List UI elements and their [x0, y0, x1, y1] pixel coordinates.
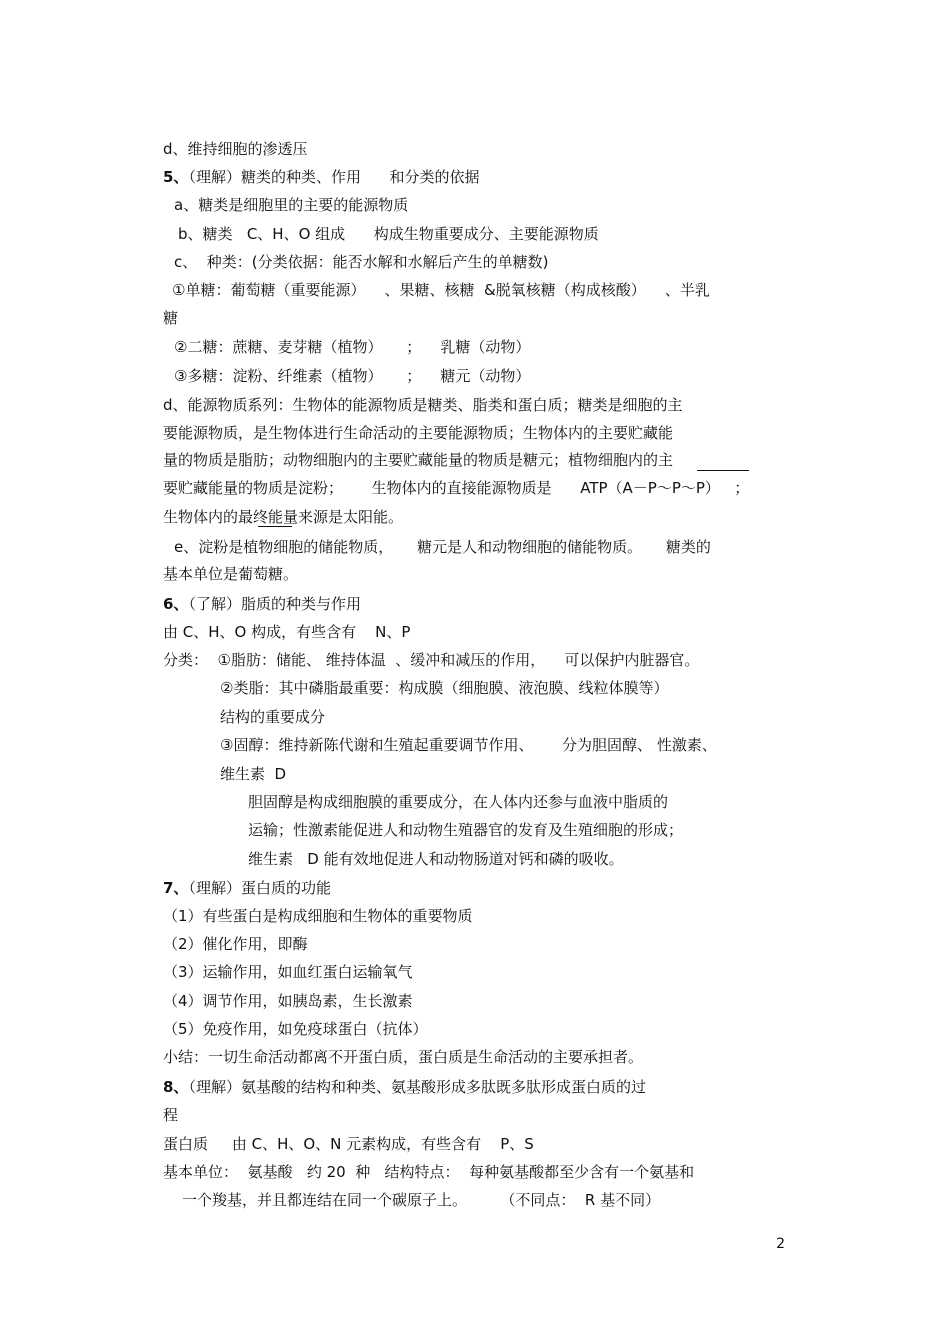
text-line: ③固醇：维持新陈代谢和生殖起重要调节作用、 分为胆固醇、 性激素、	[220, 736, 717, 754]
text-line: 量的物质是脂肪；动物细胞内的主要贮藏能量的物质是糖元；植物细胞内的主	[163, 451, 674, 469]
text-line: 由 C、H、O 构成，有些含有 N、P	[163, 623, 411, 641]
section-title: （理解）糖类的种类、作用 和分类的依据	[188, 168, 480, 186]
text-line: 蛋白质 由 C、H、O、N 元素构成，有些含有 P、S	[163, 1135, 534, 1153]
text-line: ②二糖：蔗糖、麦芽糖（植物） ； 乳糖（动物）	[174, 338, 531, 356]
text-line: c、 种类：(分类依据：能否水解和水解后产生的单糖数)	[174, 253, 549, 271]
section-title: （理解）氨基酸的结构和种类、氨基酸形成多肽既多肽形成蛋白质的过	[188, 1078, 646, 1096]
text-line: b、糖类 C、H、O 组成 构成生物重要成分、主要能源物质	[178, 225, 599, 243]
text-line: d、能源物质系列：生物体的能源物质是糖类、脂类和蛋白质；糖类是细胞的主	[163, 396, 683, 414]
text-line: 基本单位： 氨基酸 约 20 种 结构特点： 每种氨基酸都至少含有一个氨基和	[163, 1163, 695, 1181]
list-item: （4）调节作用，如胰岛素，生长激素	[163, 992, 413, 1010]
list-item: （3）运输作用，如血红蛋白运输氧气	[163, 963, 413, 981]
section-8-heading	[163, 1077, 646, 1097]
text-line: 小结：一切生命活动都离不开蛋白质，蛋白质是生命活动的主要承担者。	[163, 1048, 644, 1066]
page-number: 2	[776, 1236, 785, 1252]
text-line: e、淀粉是植物细胞的储能物质， 糖元是人和动物细胞的储能物质。 糖类的	[174, 538, 711, 556]
text-line: 维生素 D	[220, 765, 287, 783]
text-line: 要贮藏能量的物质是淀粉； 生物体内的直接能源物质是 ATP（A－P～P～P） ；	[163, 479, 750, 497]
section-5-heading	[163, 167, 480, 187]
text-line: ③多糖：淀粉、纤维素（植物） ； 糖元（动物）	[174, 367, 531, 385]
text-line: 结构的重要成分	[220, 708, 326, 726]
text-line: ①单糖：葡萄糖（重要能源） 、果糖、核糖 &脱氧核糖（构成核酸） 、半乳	[172, 281, 710, 299]
text-line: 维生素 D 能有效地促进人和动物肠道对钙和磷的吸收。	[248, 850, 624, 868]
text-line: 程	[163, 1106, 179, 1124]
text-line: 运输；性激素能促进人和动物生殖器官的发育及生殖细胞的形成；	[248, 821, 684, 839]
section-title: （理解）蛋白质的功能	[188, 879, 331, 897]
section-6-heading	[163, 594, 361, 614]
text-line: 基本单位是葡萄糖。	[163, 565, 299, 583]
section-number: 5、	[163, 168, 189, 186]
underline-mark	[258, 526, 292, 527]
section-number: 7、	[163, 879, 189, 897]
section-number: 8、	[163, 1078, 189, 1096]
text-line: d、维持细胞的渗透压	[163, 140, 308, 158]
list-item: （5）免疫作用，如免疫球蛋白（抗体）	[163, 1020, 428, 1038]
section-number: 6、	[163, 595, 189, 613]
underline-mark	[697, 470, 749, 471]
text-line: ②类脂：其中磷脂最重要：构成膜（细胞膜、液泡膜、线粒体膜等）	[220, 679, 669, 697]
text-line: a、糖类是细胞里的主要的能源物质	[174, 196, 409, 214]
section-7-heading	[163, 878, 331, 898]
text-line: 一个羧基，并且都连结在同一个碳原子上。 （不同点： R 基不同）	[182, 1191, 661, 1209]
text-line: 要能源物质，是生物体进行生命活动的主要能源物质；生物体内的主要贮藏能	[163, 424, 674, 442]
text-line: 胆固醇是构成细胞膜的重要成分，在人体内还参与血液中脂质的	[248, 793, 669, 811]
list-item: （1）有些蛋白是构成细胞和生物体的重要物质	[163, 907, 473, 925]
list-item: （2）催化作用，即酶	[163, 935, 308, 953]
text-line: 糖	[163, 309, 179, 327]
section-title: （了解）脂质的种类与作用	[188, 595, 361, 613]
text-line: 生物体内的最终能量来源是太阳能。	[163, 508, 404, 526]
text-line: 分类： ①脂肪：储能、 维持体温 、缓冲和减压的作用， 可以保护内脏器官。	[163, 651, 700, 669]
